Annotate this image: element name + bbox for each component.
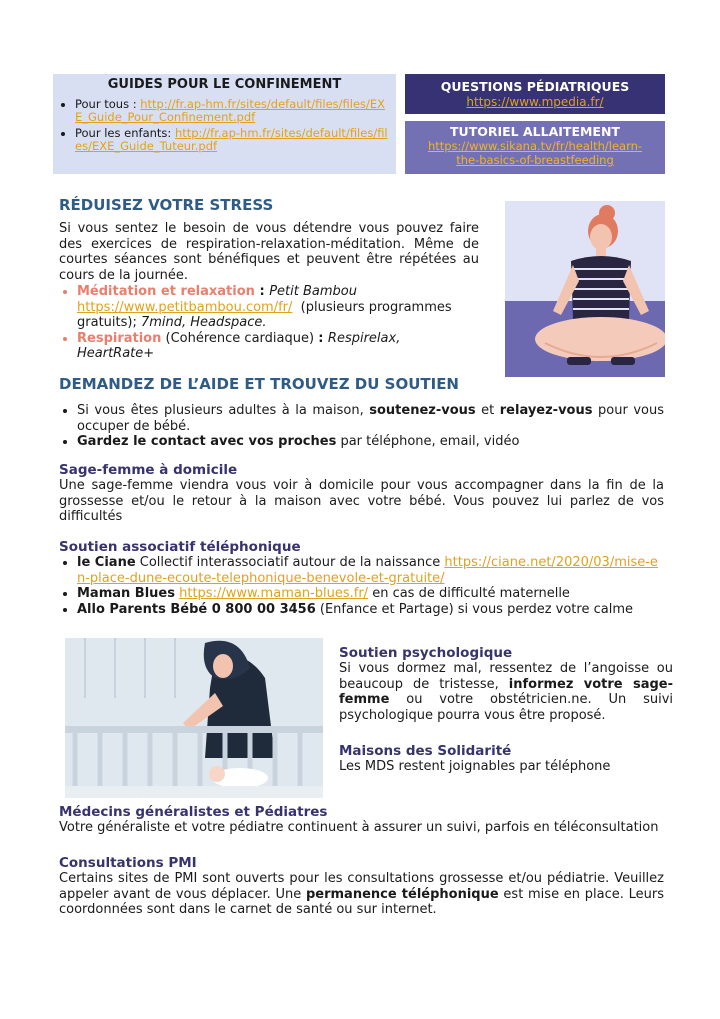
aide-item-contact: • Gardez le contact avec vos proches par téléphone, email, vidéo <box>77 434 664 450</box>
maman-blues-link[interactable]: https://www.maman-blues.fr/ <box>179 586 369 601</box>
pmi-text: Certains sites de PMI sont ouverts pour les consultations grossesse et/ou pédiatrie. Veuillez appeler avant de vous déplacer. Une permanence téléphonique est mise en place. Leurs coordonnées sont dans le carnet de santé ou sur internet. <box>59 871 664 917</box>
stress-list <box>59 284 479 362</box>
sagefemme-text: Une sage-femme viendra vous voir à domicile pour vous accompagner dans la fin de la grossesse et/ou le retour à la maison avec votre bébé. Vous pouvez lui parlez de vos difficultés <box>59 478 664 524</box>
associatif-section <box>59 539 664 617</box>
associatif-item-blues: • Maman Blues https://www.maman-blues.fr/ en cas de difficulté maternelle <box>77 586 664 602</box>
aide-section <box>59 375 664 450</box>
associatif-title: Soutien associatif téléphonique <box>59 539 301 555</box>
tutoriel-link[interactable]: https://www.sikana.tv/fr/health/learn-the-basics-of-breastfeeding <box>427 139 643 167</box>
stress-intro: Si vous sentez le besoin de vous détendre vous pouvez faire des exercices de respiration-relaxation-méditation. Même de courtes séances sont bénéfiques et peuvent être répétées au cours de la journée. <box>59 221 479 283</box>
mds-title: Maisons des Solidarité <box>339 743 512 759</box>
aide-list <box>59 403 664 450</box>
sagefemme-section <box>59 462 664 525</box>
questions-pediatriques-box <box>405 74 665 114</box>
medecins-text: Votre généraliste et votre pédiatre continuent à assurer un suivi, parfois en téléconsultation <box>59 820 659 835</box>
associatif-list <box>59 555 664 617</box>
guides-link-enfants[interactable]: http://fr.ap-hm.fr/sites/default/files/files/EXE_Guide_Tuteur.pdf <box>75 125 388 153</box>
guides-item-tous: • Pour tous : http://fr.ap-hm.fr/sites/default/files/files/EXE_Guide_Pour_Confinement.pdf <box>75 98 388 125</box>
medecins-section <box>59 804 669 836</box>
tutoriel-title: TUTORIEL ALLAITEMENT <box>450 124 620 139</box>
questions-title: QUESTIONS PÉDIATRIQUES <box>440 79 630 94</box>
petitbambou-link[interactable]: https://www.petitbambou.com/fr/ <box>77 299 293 315</box>
guides-box <box>53 74 396 174</box>
pmi-title: Consultations PMI <box>59 855 197 871</box>
aide-item-soutien: • Si vous êtes plusieurs adultes à la maison, soutenez-vous et relayez-vous pour vous occuper de bébé. <box>77 403 664 434</box>
meditation-illustration <box>505 201 665 377</box>
tutoriel-allaitement-box <box>405 121 665 174</box>
mother-crib-illustration <box>65 638 323 798</box>
psy-section <box>339 645 673 723</box>
medecins-title: Médecins généralistes et Pédiatres <box>59 804 328 820</box>
aide-title: DEMANDEZ DE L’AIDE ET TROUVEZ DU SOUTIEN <box>59 375 459 393</box>
ciane-link[interactable]: https://ciane.net/2020/03/mise-en-place-dune-ecoute-telephonique-benevole-et-gratuite/ <box>77 555 658 586</box>
sagefemme-title: Sage-femme à domicile <box>59 462 238 478</box>
stress-title: RÉDUISEZ VOTRE STRESS <box>59 196 274 214</box>
guides-title: GUIDES POUR LE CONFINEMENT <box>107 77 342 92</box>
guides-item-enfants: • Pour les enfants: http://fr.ap-hm.fr/sites/default/files/files/EXE_Guide_Tuteur.pdf <box>75 127 388 154</box>
associatif-item-ciane: • le Ciane Collectif interassociatif autour de la naissance https://ciane.net/2020/03/mise-en-place-dune-ecoute-telephonique-benevole-et-gratuite/ <box>77 555 664 586</box>
psy-text: Si vous dormez mal, ressentez de l’angoisse ou beaucoup de tristesse, informez votre sage-femme ou votre obstétricien.ne. Un suivi psychologique pourra vous être proposé. <box>339 661 673 723</box>
guides-link-tous[interactable]: http://fr.ap-hm.fr/sites/default/files/files/EXE_Guide_Pour_Confinement.pdf <box>75 96 386 124</box>
mds-section <box>339 743 673 775</box>
psy-title: Soutien psychologique <box>339 645 513 661</box>
mds-text: Les MDS restent joignables par téléphone <box>339 759 611 774</box>
stress-item-meditation: • Méditation et relaxation : Petit Bambou https://www.petitbambou.com/fr/ (plusieurs programmes gratuits); 7mind, Headspace. <box>77 284 479 331</box>
stress-item-respiration: • Respiration (Cohérence cardiaque) : Respirelax, HeartRate+ <box>77 331 479 362</box>
questions-link[interactable]: https://www.mpedia.fr/ <box>466 95 604 109</box>
associatif-item-allo: • Allo Parents Bébé 0 800 00 3456 (Enfance et Partage) si vous perdez votre calme <box>77 602 664 618</box>
pmi-section <box>59 855 664 918</box>
stress-section <box>59 196 479 362</box>
